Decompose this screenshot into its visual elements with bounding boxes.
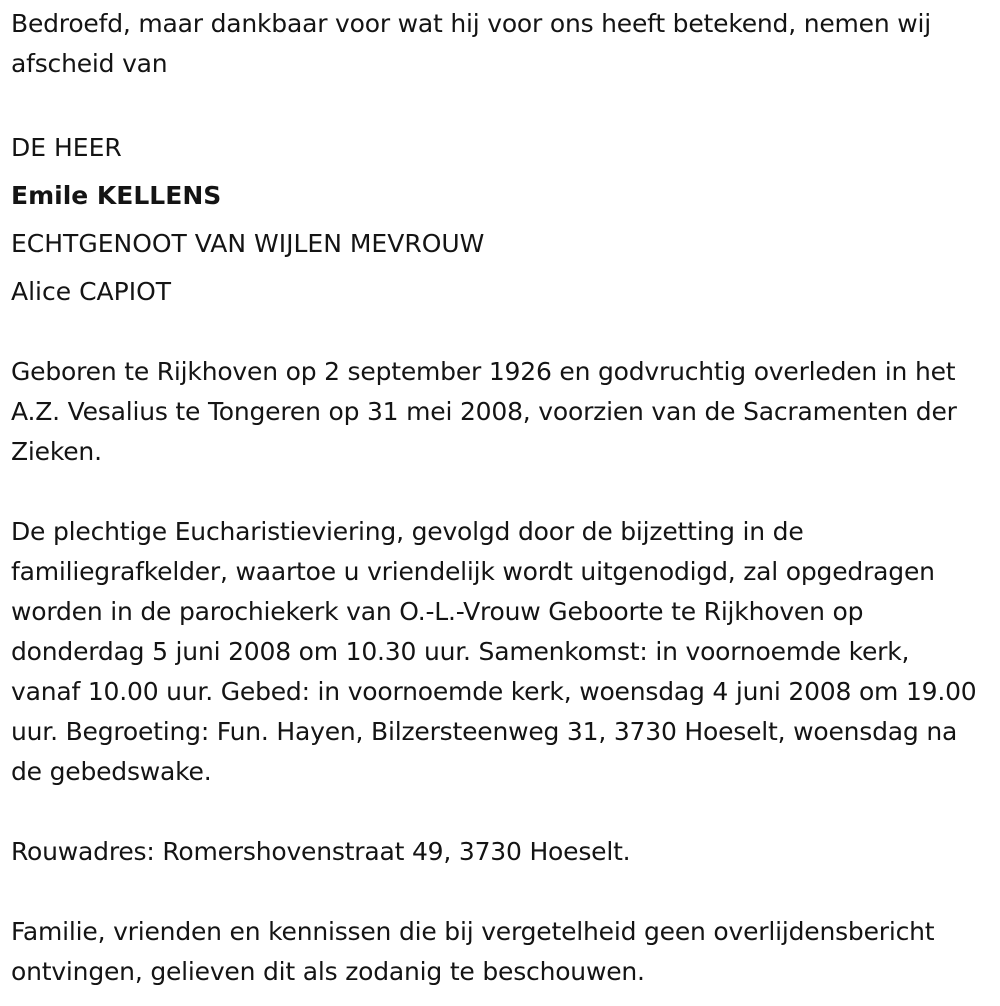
intro-paragraph: Bedroefd, maar dankbaar voor wat hij voor ons heeft betekend, nemen wij afscheid van [11,9,931,78]
address-paragraph: Rouwadres: Romershovenstraat 49, 3730 Hoeselt. [11,837,631,866]
spacer [11,316,986,352]
spacer [11,84,986,124]
ceremony-paragraph: De plechtige Eucharistieviering, gevolgd door de bijzetting in de familiegrafkelder, waartoe u vriendelijk wordt uitgenodigd, zal opgedragen worden in de parochiekerk van O.-L.-Vrouw Geboorte te Rijkhoven op donderdag 5 juni 2008 om 10.30 uur. Samenkomst: in voornoemde kerk, vanaf 10.00 uur. Gebed: in voornoemde kerk, woensdag 4 juni 2008 om 19.00 uur. Begroeting: Fun. Hayen, Bilzersteenweg 31, 3730 Hoeselt, woensdag na de gebedswake. [11,517,977,786]
deceased-name: Emile KELLENS [11,181,222,210]
title-line: DE HEER [11,133,122,162]
spacer [11,792,986,832]
birth-death-paragraph: Geboren te Rijkhoven op 2 september 1926 en godvruchtig overleden in het A.Z. Vesalius te Tongeren op 31 mei 2008, voorzien van de Sacramenten der Zieken. [11,357,957,466]
closing-paragraph: Familie, vrienden en kennissen die bij vergetelheid geen overlijdensbericht ontvingen, gelieven dit als zodanig te beschouwen. [11,917,935,986]
deceased-block [11,124,986,316]
obituary-notice [11,4,986,992]
relation-line: ECHTGENOOT VAN WIJLEN MEVROUW [11,229,485,258]
spouse-name: Alice CAPIOT [11,277,172,306]
spacer [11,472,986,512]
spacer [11,872,986,912]
